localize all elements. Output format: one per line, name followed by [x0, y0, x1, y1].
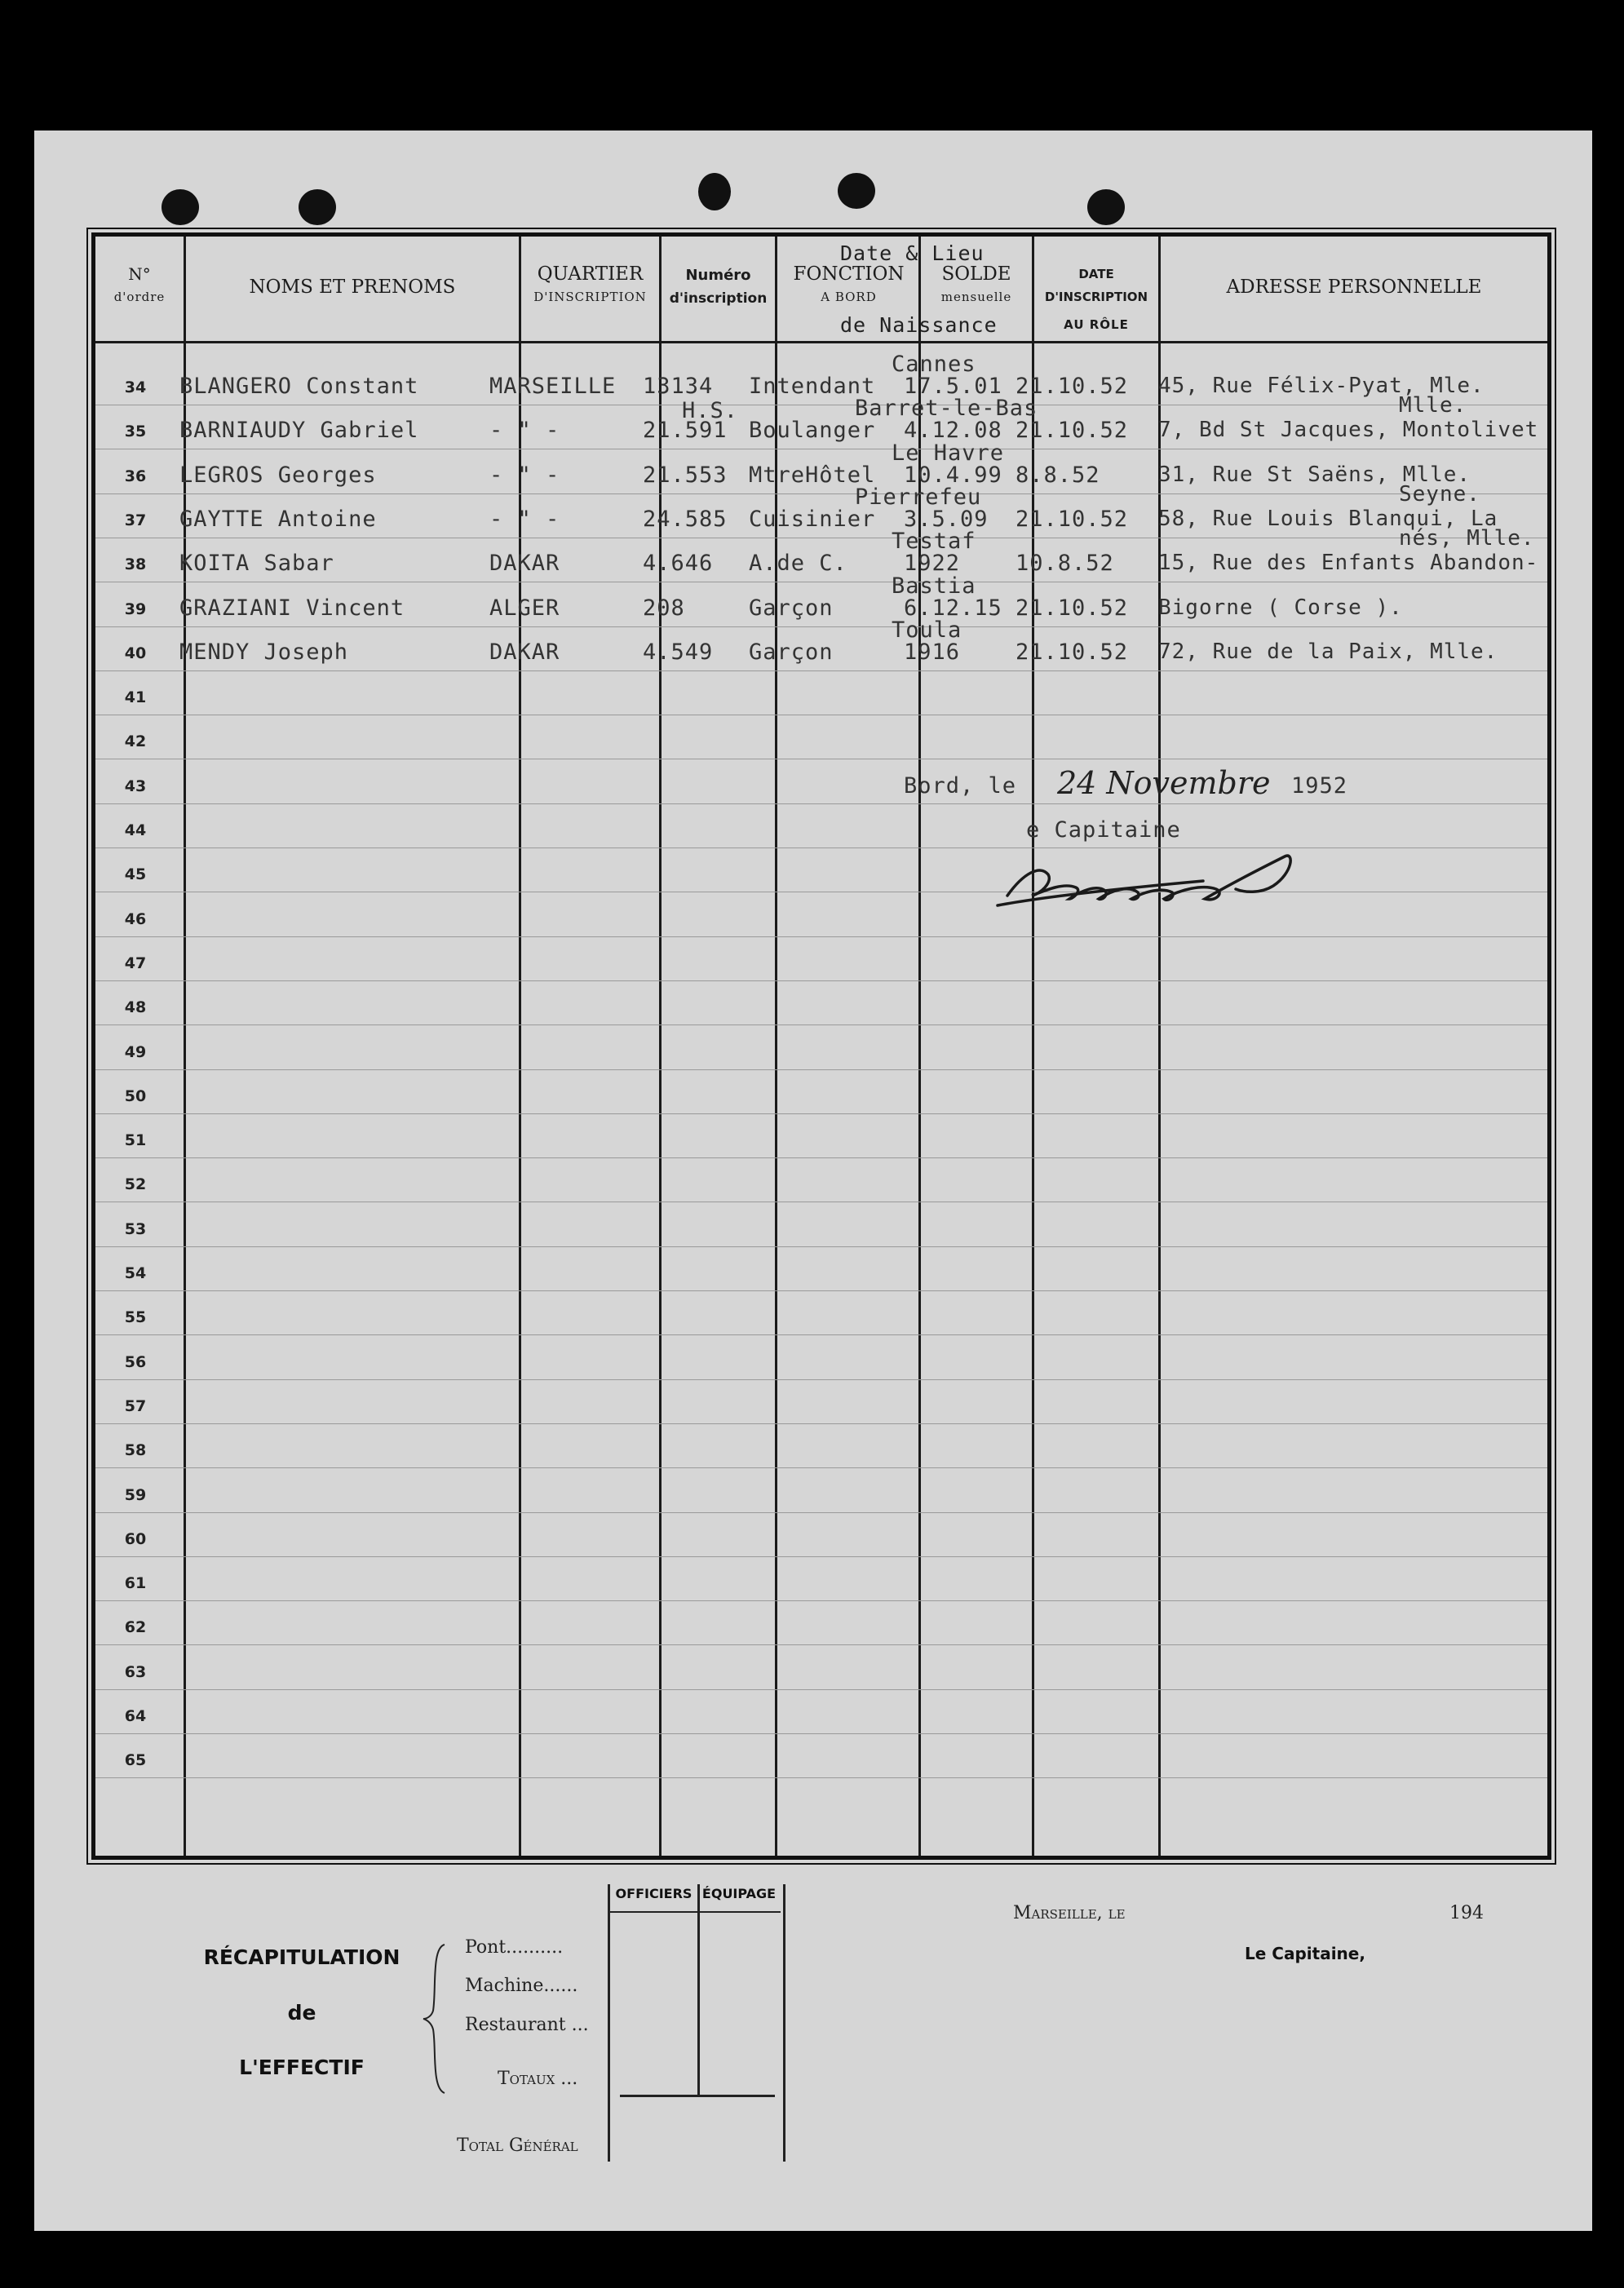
- header-solde: [921, 263, 1032, 308]
- row-number: 61: [124, 1574, 147, 1593]
- header-adresse: [1161, 276, 1547, 299]
- entry-fonction: Cuisinier: [749, 506, 876, 532]
- row-number: 34: [124, 378, 147, 396]
- punch-hole: [698, 173, 731, 210]
- punch-hole: [162, 189, 199, 225]
- row-number: 54: [124, 1264, 147, 1282]
- row-rule: [95, 847, 1547, 848]
- header-date-role-label: DATE D'INSCRIPTION: [1044, 267, 1148, 304]
- row-rule: [95, 936, 1547, 937]
- entry-birthplace: Pierrefeu: [855, 484, 982, 510]
- recap-grid-header-rule: [608, 1911, 781, 1913]
- entry-numero: 24.585: [643, 506, 728, 532]
- row-rule: [95, 1600, 1547, 1601]
- entry-date-role: 21.10.52: [1016, 374, 1129, 399]
- entry-naissance: 1916: [904, 639, 961, 665]
- entry-quartier: DAKAR: [489, 551, 560, 577]
- entry-address-cont: nés, Mlle.: [1399, 525, 1535, 551]
- row-number: 65: [124, 1751, 147, 1770]
- row-number: 48: [124, 998, 147, 1017]
- entry-birthplace: Testaf: [892, 529, 976, 555]
- row-number: 52: [124, 1175, 147, 1194]
- entry-name: KOITA Sabar: [179, 551, 334, 577]
- closing-place: Bord, le: [904, 773, 1017, 799]
- entry-birthplace: Cannes: [892, 352, 976, 377]
- header-numero-label: Numéro: [685, 267, 751, 284]
- entry-date-role: 21.10.52: [1016, 639, 1129, 665]
- footer-capitaine: Le Capitaine,: [1245, 1944, 1365, 1963]
- entry-name: GAYTTE Antoine: [179, 506, 377, 532]
- entry-quartier: - " -: [489, 462, 560, 488]
- entry-numero: 4.549: [643, 639, 714, 665]
- row-number: 37: [124, 511, 147, 529]
- recap-machine: Machine......: [465, 1976, 578, 1996]
- row-number: 62: [124, 1618, 147, 1637]
- recap-grid: [608, 1884, 785, 2162]
- row-number: 50: [124, 1086, 147, 1105]
- punch-hole: [838, 173, 875, 209]
- recap-totaux: Totaux ...: [498, 2069, 578, 2089]
- row-rule: [95, 626, 1547, 627]
- entry-quartier: MARSEILLE: [489, 374, 617, 399]
- footer-marseille: Marseille, le: [1013, 1903, 1126, 1923]
- header-numero-sub: d'inscription: [669, 290, 768, 307]
- header-fonction-label: FONCTION: [793, 263, 905, 285]
- header-fonction: [777, 263, 920, 308]
- row-number: 36: [124, 467, 147, 485]
- entry-naissance: 10.4.99: [904, 462, 1002, 488]
- header-numero: [662, 264, 775, 310]
- col-officiers: OFFICIERS: [615, 1886, 693, 1901]
- entry-name: LEGROS Georges: [179, 462, 377, 488]
- entry-address: Bigorne ( Corse ).: [1158, 595, 1403, 620]
- row-number: 60: [124, 1529, 147, 1548]
- row-rule: [95, 1069, 1547, 1070]
- row-rule: [95, 670, 1547, 671]
- entry-naissance: 1922: [904, 551, 961, 577]
- row-rule: [95, 1777, 1547, 1778]
- entry-numero-prefix: H.S.: [682, 398, 739, 424]
- row-number: 55: [124, 1308, 147, 1327]
- header-fonction-sub: A BORD: [821, 290, 877, 304]
- row-number: 53: [124, 1219, 147, 1238]
- header-num-sub: d'ordre: [113, 290, 166, 304]
- header-quartier: [521, 263, 659, 308]
- row-number: 63: [124, 1662, 147, 1681]
- row-rule: [95, 1512, 1547, 1513]
- entry-address-cont: Seyne.: [1399, 481, 1480, 507]
- row-number: 64: [124, 1707, 147, 1725]
- row-number: 42: [124, 732, 147, 751]
- entry-quartier: - " -: [489, 418, 560, 444]
- punch-hole: [299, 189, 336, 225]
- header-rule: [95, 341, 1547, 343]
- row-number: 56: [124, 1352, 147, 1371]
- row-rule: [95, 1379, 1547, 1380]
- closing-handwritten-date: 24 Novembre: [1057, 765, 1271, 801]
- entry-fonction: Garçon: [749, 639, 834, 665]
- recap-grid-divider: [697, 1884, 700, 2096]
- row-number: 51: [124, 1131, 147, 1150]
- row-rule: [95, 1423, 1547, 1424]
- row-rule: [95, 1290, 1547, 1291]
- row-number: 43: [124, 777, 147, 795]
- row-number: 49: [124, 1042, 147, 1061]
- entry-date-role: 21.10.52: [1016, 595, 1129, 621]
- header-names-label: NOMS ET PRENOMS: [249, 277, 456, 298]
- col-equipage: ÉQUIPAGE: [701, 1886, 777, 1901]
- entry-quartier: DAKAR: [489, 639, 560, 665]
- row-rule: [95, 1157, 1547, 1158]
- header-date-role-sub: AU RÔLE: [1064, 317, 1129, 332]
- entry-naissance: 3.5.09: [904, 506, 989, 532]
- brace: [420, 1941, 453, 2096]
- entry-naissance: 6.12.15: [904, 595, 1002, 621]
- row-number: 57: [124, 1396, 147, 1415]
- entry-date-role: 10.8.52: [1016, 551, 1114, 577]
- header-solde-sub: mensuelle: [940, 290, 1012, 304]
- entry-naissance: 17.5.01: [904, 374, 1002, 399]
- entry-birthplace: Le Havre: [892, 440, 1005, 466]
- recap-effectif: L'EFFECTIF: [239, 2056, 365, 2079]
- header-date-role: [1034, 263, 1158, 336]
- recap-total-general: Total Général: [457, 2135, 578, 2156]
- header-date-lieu: Date & Lieu: [840, 241, 985, 265]
- entry-address: 15, Rue des Enfants Abandon-: [1158, 551, 1539, 576]
- entry-date-role: 8.8.52: [1016, 462, 1100, 488]
- row-rule: [95, 493, 1547, 494]
- entry-numero: 208: [643, 595, 685, 621]
- entry-name: GRAZIANI Vincent: [179, 595, 405, 621]
- row-number: 39: [124, 600, 147, 618]
- row-rule: [95, 1113, 1547, 1114]
- entry-birthplace: Barret-le-Bas: [855, 396, 1038, 422]
- row-number: 46: [124, 909, 147, 928]
- row-number: 45: [124, 865, 147, 884]
- row-rule: [95, 803, 1547, 804]
- row-rule: [95, 980, 1547, 981]
- entry-date-role: 21.10.52: [1016, 418, 1129, 444]
- entry-numero: 21.553: [643, 462, 728, 488]
- row-number: 41: [124, 688, 147, 707]
- entry-name: BLANGERO Constant: [179, 374, 419, 399]
- header-date-lieu-sub: de Naissance: [840, 313, 998, 337]
- entry-address: 31, Rue St Saëns, Mlle.: [1158, 462, 1471, 487]
- row-number: 47: [124, 954, 147, 972]
- captain-signature: [991, 824, 1317, 922]
- footer-year: 194: [1449, 1903, 1484, 1923]
- entry-numero: 4.646: [643, 551, 714, 577]
- row-number: 59: [124, 1485, 147, 1504]
- entry-name: BARNIAUDY Gabriel: [179, 418, 419, 444]
- recap-pont: Pont..........: [465, 1937, 564, 1958]
- recap-grid-total-rule: [620, 2095, 775, 2097]
- entry-quartier: ALGER: [489, 595, 560, 621]
- row-number: 40: [124, 644, 147, 662]
- row-number: 44: [124, 821, 147, 839]
- closing-role: e Capitaine: [1026, 817, 1181, 843]
- header-num-label: N°: [128, 264, 151, 284]
- closing-year: 1952: [1291, 773, 1348, 799]
- row-rule: [95, 1334, 1547, 1335]
- row-rule: [95, 1733, 1547, 1734]
- entry-fonction: Garçon: [749, 595, 834, 621]
- entry-fonction: A.de C.: [749, 551, 847, 577]
- entry-quartier: - " -: [489, 506, 560, 532]
- entry-numero: 21.591: [643, 418, 728, 444]
- entry-address: 45, Rue Félix-Pyat, Mle.: [1158, 374, 1485, 398]
- row-number: 58: [124, 1441, 147, 1460]
- row-number: 38: [124, 555, 147, 574]
- entry-address-cont: Mlle.: [1399, 393, 1467, 418]
- header-adresse-label: ADRESSE PERSONNELLE: [1226, 277, 1482, 298]
- punch-hole: [1087, 189, 1125, 225]
- row-rule: [95, 1644, 1547, 1645]
- header-names: [186, 276, 519, 299]
- header-quartier-label: QUARTIER: [537, 263, 644, 285]
- entry-fonction: Boulanger: [749, 418, 876, 444]
- row-rule: [95, 1246, 1547, 1247]
- entry-name: MENDY Joseph: [179, 639, 349, 665]
- recap-title: RÉCAPITULATION: [203, 1945, 400, 1969]
- row-rule: [95, 1556, 1547, 1557]
- entry-address: 72, Rue de la Paix, Mlle.: [1158, 639, 1498, 664]
- entry-address: 7, Bd St Jacques, Montolivet: [1158, 418, 1539, 443]
- recap-de: de: [287, 2001, 316, 2025]
- entry-address: 58, Rue Louis Blanqui, La: [1158, 506, 1498, 531]
- entry-naissance: 4.12.08: [904, 418, 1002, 444]
- entry-numero: 13134: [643, 374, 714, 399]
- entry-date-role: 21.10.52: [1016, 506, 1129, 532]
- row-number: 35: [124, 423, 147, 441]
- entry-birthplace: Bastia: [892, 573, 976, 599]
- entry-birthplace: Toula: [892, 617, 962, 643]
- header-quartier-sub: D'INSCRIPTION: [533, 290, 647, 304]
- entry-fonction: MtreHôtel: [749, 462, 876, 488]
- header-num: [95, 263, 184, 308]
- row-rule: [95, 1689, 1547, 1690]
- row-rule: [95, 1467, 1547, 1468]
- header-solde-label: SOLDE: [941, 263, 1011, 285]
- entry-fonction: Intendant: [749, 374, 876, 399]
- recap-restaurant: Restaurant ...: [465, 2015, 589, 2035]
